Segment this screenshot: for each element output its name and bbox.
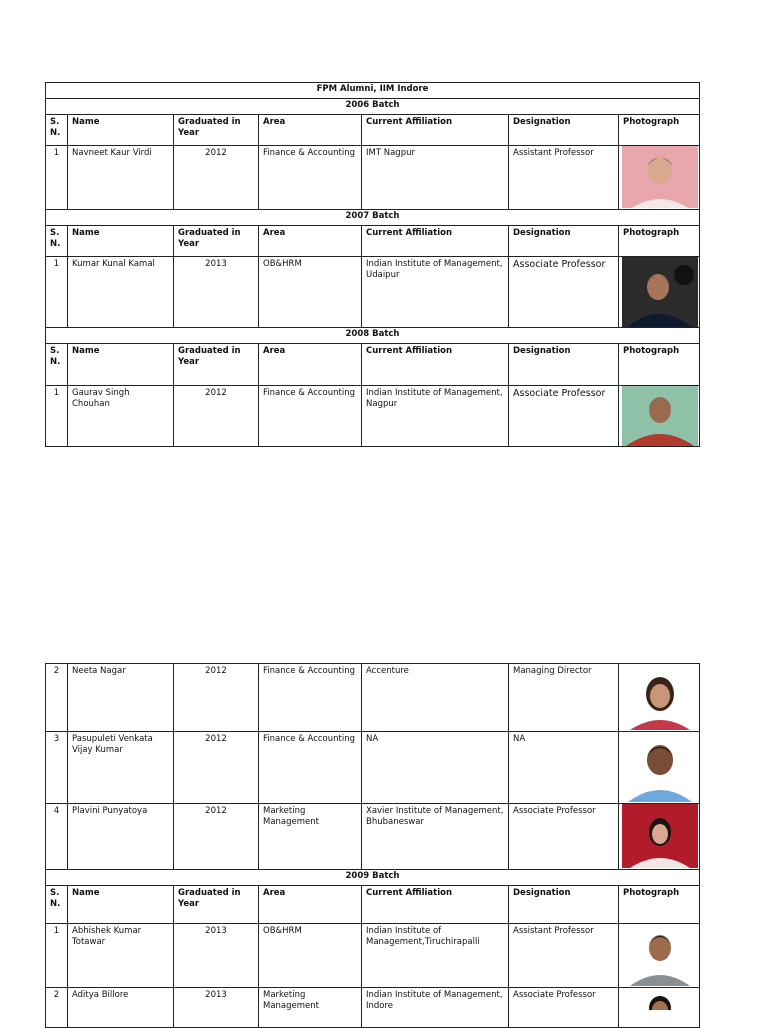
cell-designation: Associate Professor — [509, 804, 619, 870]
cell-name: Aditya Billore — [68, 988, 174, 1028]
portrait-photo — [622, 924, 698, 986]
header-graduated: Graduated in Year — [174, 344, 259, 386]
column-header-row — [46, 115, 700, 146]
table-row — [46, 146, 700, 210]
cell-year: 2012 — [174, 146, 259, 210]
batch-heading-2007: 2007 Batch — [46, 210, 700, 226]
document-title: FPM Alumni, IIM Indore — [46, 83, 700, 99]
cell-affiliation: IMT Nagpur — [362, 146, 509, 210]
portrait-photo — [622, 804, 698, 868]
cell-designation: Associate Professor — [509, 988, 619, 1028]
cell-designation: Managing Director — [509, 664, 619, 732]
header-graduated: Graduated in Year — [174, 226, 259, 257]
cell-sn: 1 — [46, 146, 68, 210]
header-affiliation: Current Affiliation — [362, 226, 509, 257]
cell-sn: 1 — [46, 386, 68, 447]
cell-affiliation: Indian Institute of Management, Nagpur — [362, 386, 509, 447]
cell-sn: 2 — [46, 664, 68, 732]
header-name: Name — [68, 115, 174, 146]
table-row — [46, 924, 700, 988]
cell-designation: Associate Professor — [509, 386, 619, 447]
portrait-photo — [622, 732, 698, 802]
header-area: Area — [259, 226, 362, 257]
cell-area: Finance & Accounting — [259, 732, 362, 804]
table-row — [46, 804, 700, 870]
cell-year: 2013 — [174, 988, 259, 1028]
cell-area: Finance & Accounting — [259, 146, 362, 210]
cell-sn: 1 — [46, 257, 68, 328]
cell-affiliation: Xavier Institute of Management, Bhubaneswar — [362, 804, 509, 870]
cell-name: Gaurav Singh Chouhan — [68, 386, 174, 447]
header-area: Area — [259, 115, 362, 146]
table-row — [46, 257, 700, 328]
cell-area: Marketing Management — [259, 988, 362, 1028]
cell-sn: 2 — [46, 988, 68, 1028]
cell-year: 2012 — [174, 664, 259, 732]
header-area: Area — [259, 344, 362, 386]
header-name: Name — [68, 344, 174, 386]
cell-affiliation: Accenture — [362, 664, 509, 732]
alumni-table-part-2 — [45, 663, 700, 1028]
portrait-photo — [622, 257, 698, 327]
batch-heading-2009: 2009 Batch — [46, 870, 700, 886]
header-sn: S. N. — [46, 226, 68, 257]
cell-photo — [619, 257, 700, 328]
header-designation: Designation — [509, 115, 619, 146]
header-name: Name — [68, 226, 174, 257]
cell-year: 2012 — [174, 804, 259, 870]
cell-name: Navneet Kaur Virdi — [68, 146, 174, 210]
cell-area: Finance & Accounting — [259, 664, 362, 732]
cell-area: OB&HRM — [259, 924, 362, 988]
cell-sn: 4 — [46, 804, 68, 870]
cell-year: 2013 — [174, 924, 259, 988]
table-row — [46, 732, 700, 804]
header-graduated: Graduated in Year — [174, 886, 259, 924]
cell-year: 2013 — [174, 257, 259, 328]
cell-designation: Associate Professor — [509, 257, 619, 328]
cell-affiliation: Indian Institute of Management, Udaipur — [362, 257, 509, 328]
cell-affiliation: Indian Institute of Management,Tiruchirapalli — [362, 924, 509, 988]
cell-photo — [619, 732, 700, 804]
header-area: Area — [259, 886, 362, 924]
cell-photo — [619, 386, 700, 447]
portrait-photo — [622, 664, 698, 730]
portrait-photo — [622, 988, 698, 1010]
column-header-row — [46, 886, 700, 924]
header-photograph: Photograph — [619, 115, 700, 146]
cell-area: Marketing Management — [259, 804, 362, 870]
cell-name: Kumar Kunal Kamal — [68, 257, 174, 328]
table-row — [46, 664, 700, 732]
header-sn: S. N. — [46, 886, 68, 924]
cell-affiliation: Indian Institute of Management, Indore — [362, 988, 509, 1028]
batch-heading-2006: 2006 Batch — [46, 99, 700, 115]
header-affiliation: Current Affiliation — [362, 115, 509, 146]
cell-photo — [619, 804, 700, 870]
cell-photo — [619, 988, 700, 1028]
table-row — [46, 988, 700, 1028]
column-header-row — [46, 344, 700, 386]
header-graduated: Graduated in Year — [174, 115, 259, 146]
cell-photo — [619, 924, 700, 988]
cell-name: Plavini Punyatoya — [68, 804, 174, 870]
header-designation: Designation — [509, 886, 619, 924]
batch-heading-2008: 2008 Batch — [46, 328, 700, 344]
header-designation: Designation — [509, 344, 619, 386]
cell-sn: 1 — [46, 924, 68, 988]
cell-affiliation: NA — [362, 732, 509, 804]
header-affiliation: Current Affiliation — [362, 344, 509, 386]
cell-designation: NA — [509, 732, 619, 804]
cell-photo — [619, 664, 700, 732]
header-designation: Designation — [509, 226, 619, 257]
column-header-row — [46, 226, 700, 257]
header-photograph: Photograph — [619, 226, 700, 257]
cell-area: OB&HRM — [259, 257, 362, 328]
cell-photo — [619, 146, 700, 210]
portrait-photo — [622, 146, 698, 208]
header-affiliation: Current Affiliation — [362, 886, 509, 924]
alumni-table-part-1 — [45, 82, 700, 447]
cell-area: Finance & Accounting — [259, 386, 362, 447]
header-photograph: Photograph — [619, 344, 700, 386]
table-row — [46, 386, 700, 447]
cell-name: Abhishek Kumar Totawar — [68, 924, 174, 988]
cell-year: 2012 — [174, 732, 259, 804]
cell-sn: 3 — [46, 732, 68, 804]
cell-designation: Assistant Professor — [509, 924, 619, 988]
portrait-photo — [622, 386, 698, 446]
header-photograph: Photograph — [619, 886, 700, 924]
header-sn: S. N. — [46, 344, 68, 386]
cell-name: Neeta Nagar — [68, 664, 174, 732]
cell-designation: Assistant Professor — [509, 146, 619, 210]
cell-year: 2012 — [174, 386, 259, 447]
header-sn: S. N. — [46, 115, 68, 146]
header-name: Name — [68, 886, 174, 924]
cell-name: Pasupuleti Venkata Vijay Kumar — [68, 732, 174, 804]
